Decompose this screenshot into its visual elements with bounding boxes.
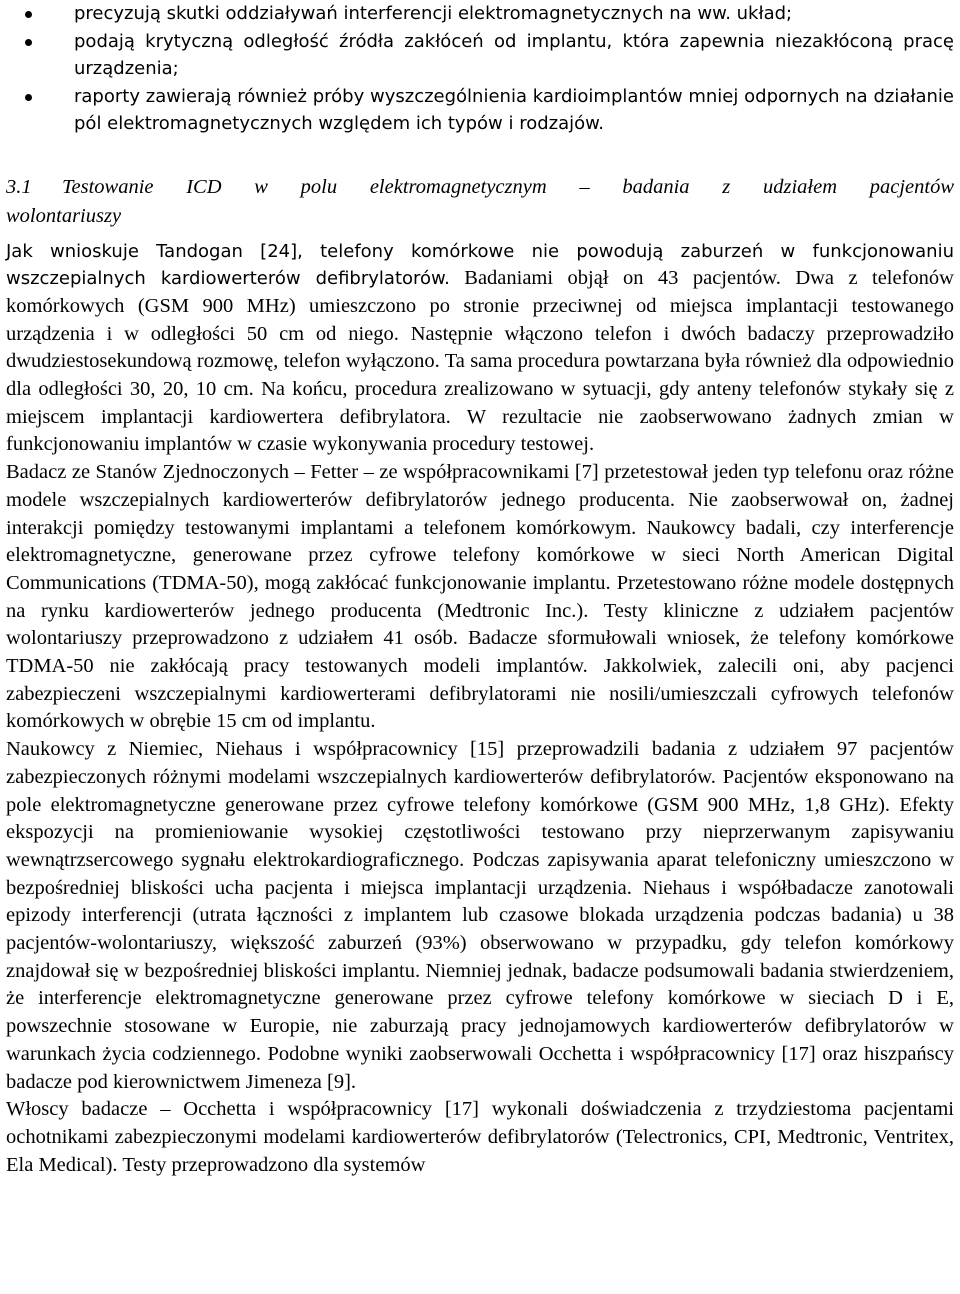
list-item [6,0,954,28]
paragraph-niehaus: Naukowcy z Niemiec, Niehaus i współpracownicy [15] przeprowadzili badania z udziałem 97 pacjentów zabezpieczonych różnymi modelami wszczepialnych kardiowerterów defibrylatorów. Pacjentów eksponowano na pole elektromagnetyczne generowane przez cyfrowe telefony komórkowe (GSM 900 MHz, 1,8 GHz). Efekty ekspozycji na promieniowanie wysokiej częstotliwości testowano przy nieprzerwanym zapisywaniu wewnątrzsercowego sygnału elektrokardiograficznego. Podczas zapisywania aparat telefoniczny umieszczono w bezpośredniej bliskości ucha pacjenta i miejsca implantacji urządzenia. Niehaus i współbadacze zanotowali epizody interferencji (utrata łączności z implantem lub czasowe blokada urządzenia podczas badania) u 38 pacjentów-wolontariuszy, większość zaburzeń (93%) obserwowano w przypadku, gdy telefon komórkowy znajdował się w bezpośredniej bliskości implantu. Niemniej jednak, badacze podsumowali badania stwierdzeniem, że interferencje elektromagnetyczne generowane przez cyfrowe telefony komórkowe w sieciach D i E, powszechnie stosowane w Europie, nie zaburzają pracy jednojamowych kardiowerterów defibrylatorów w warunkach życia codziennego. Podobne wyniki zaobserwowali Occhetta i współpracownicy [17] oraz hiszpańscy badacze pod kierownictwem Jimeneza [9]. [6,738,954,1093]
section-title [62,173,954,202]
list-item-text: precyzują skutki oddziaływań interferencji elektromagnetycznych na ww. układ; [74,3,793,24]
paragraph-lead-text: Jak wnioskuje Tandogan [24], telefony komórkowe nie powodują zaburzeń w funkcjonowaniu wszczepialnych kardiowerterów defibrylatorów. [6,240,954,290]
list-item-text: podają krytyczną odległość źródła zakłóceń od implantu, która zapewnia niezakłóconą pracę urządzenia; [74,30,954,79]
section-title-line1: Testowanie ICD w polu elektromagnetycznym – badania z udziałem pacjentów [62,175,954,198]
section-heading [6,173,954,202]
paragraph-occhetta: Włoscy badacze – Occhetta i współpracownicy [17] wykonali doświadczenia z trzydziestoma pacjentami ochotnikami zabezpieczonymi modelami kardiowerterów defibrylatorów (Telectronics, CPI, Medtronic, Ventritex, Ela Medical). Testy przeprowadzono dla systemów [6,1098,954,1176]
list-item [6,83,954,138]
bullet-icon [25,94,32,101]
paragraph-tandogan [6,238,954,460]
section-title-line2: wolontariuszy [6,204,122,227]
bullet-list [6,0,954,138]
paragraph-text: Badaniami objął on 43 pacjentów. Dwa z telefonów komórkowych (GSM 900 MHz) umieszczono po stronie przeciwnej od miejsca implantacji testowanego urządzenia i w odległości 50 cm od niego. Następnie włączono telefon i dwóch badaczy przeprowadziło dwudziestosekundową rozmowę, telefon wyłączono. Ta sama procedura powtarzana była również dla odpowiednio dla odległości 30, 20, 10 cm. Na końcu, procedura zrealizowano w sytuacji, gdy anteny telefonów stykały się z miejscem implantacji kardiowertera defibrylatora. W rezultacie nie zaobserwowano żadnych zmian w funkcjonowaniu implantów w czasie wykonywania procedury testowej. [6,267,954,456]
bullet-icon [25,11,32,18]
section-number: 3.1 [6,175,32,198]
section-heading-continued [6,202,954,231]
paragraph-fetter: Badacz ze Stanów Zjednoczonych – Fetter – ze współpracownikami [7] przetestował jeden typ telefonu oraz różne modele wszczepialnych kardiowerterów defibrylatorów jednego producenta. Nie zaobserwował on, żadnej interakcji pomiędzy testowanymi implantami a telefonem komórkowym. Naukowcy badali, czy interferencje elektromagnetyczne, generowane przez cyfrowe telefony komórkowe w sieci North American Digital Communications (TDMA-50), mogą zakłócać funkcjonowanie implantu. Przetestowano różne modele dostępnych na rynku kardiowerterów jednego producenta (Medtronic Inc.). Testy kliniczne z udziałem pacjentów wolontariuszy przeprowadzono z udziałem 41 osób. Badacze sformułowali wniosek, że telefony komórkowe TDMA-50 nie zakłócają pracy testowanych modeli implantów. Jakkolwiek, zalecili oni, aby pacjenci zabezpieczeni wszczepialnymi kardiowerterami defibrylatorami nie nosili/umieszczali cyfrowych telefonów komórkowych w obrębie 15 cm od implantu. [6,461,954,733]
list-item [6,28,954,83]
list-item-text: raporty zawierają również próby wyszczególnienia kardioimplantów mniej odpornych na działanie pól elektromagnetycznych względem ich typów i rodzajów. [74,85,954,134]
bullet-icon [25,39,32,46]
